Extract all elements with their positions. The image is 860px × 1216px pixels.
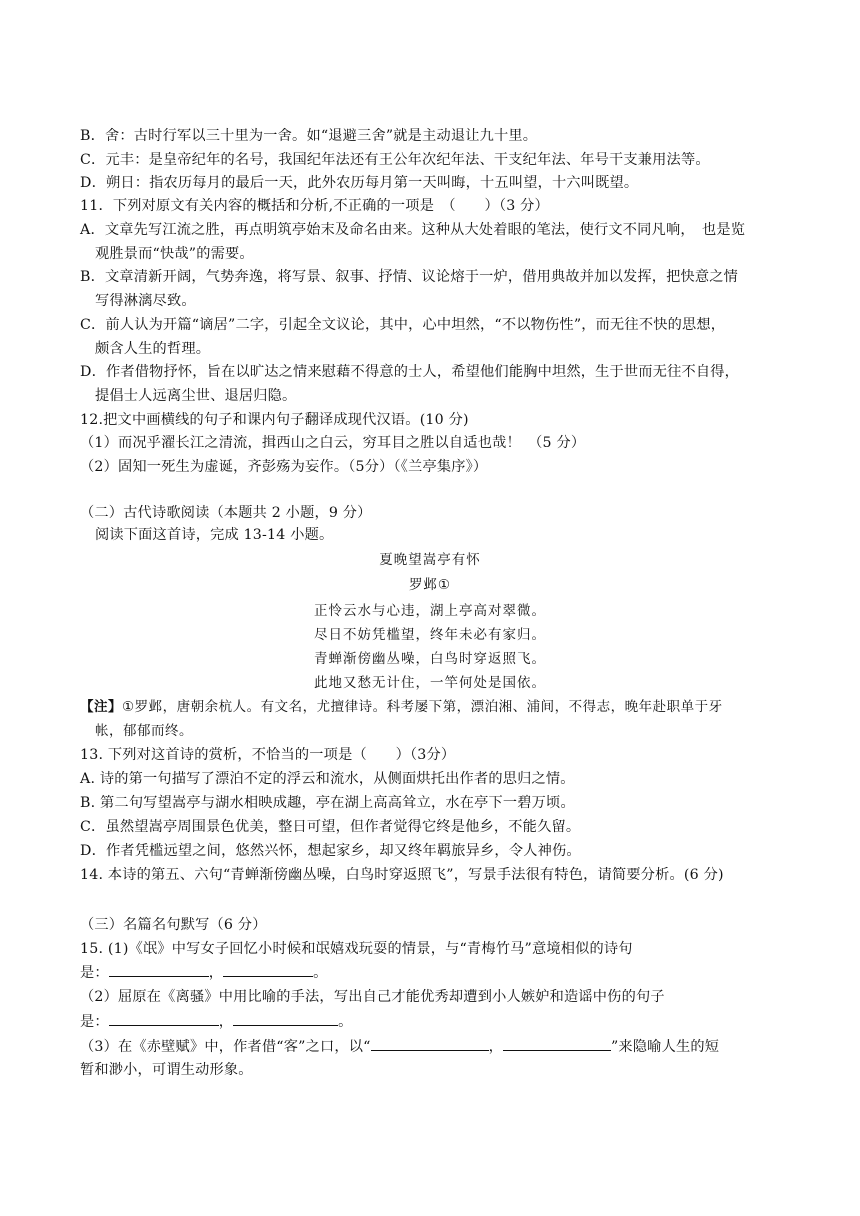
q10-option-b: B．舍：古时行军以三十里为一舍。如“退避三舍”就是主动退让九十里。: [80, 128, 538, 144]
q12-sentence-1: （1）而况乎濯长江之清流，揖西山之白云，穷耳目之胜以自适也哉！ （5 分）: [80, 435, 586, 451]
answer-blank-2[interactable]: [223, 962, 313, 977]
q15-sentence-3-prompt: [80, 1036, 719, 1057]
answer-blank-3[interactable]: [109, 1011, 219, 1026]
q11-option-a-line2: 观胜景而“快哉”的需要。: [95, 246, 254, 262]
q11-option-c-line1: C．前人认为开篇“谪居”二字，引起全文议论，其中，心中坦然，“不以物伤性”，而无往不快的思想，: [80, 317, 726, 333]
comma: ，: [218, 1014, 234, 1030]
poem-line-2: 尽日不妨凭槛望，终年未必有家归。: [314, 627, 546, 643]
poem-line-1: 正怜云水与心违，湖上亭高对翠微。: [314, 603, 546, 619]
poem-line-4: 此地又愁无计住，一竿何处是国依。: [314, 675, 546, 691]
q13-option-b: B. 第二句写望嵩亭与湖水相映成趣，亭在湖上高高耸立，水在亭下一碧万顷。: [80, 795, 575, 811]
q15-sentence-1-prompt: 15. (1)《氓》中写女子回忆小时候和氓嬉戏玩耍的情景，与“青梅竹马”意境相似的诗句: [80, 941, 633, 957]
poem-title: 夏晚望嵩亭有怀: [379, 552, 481, 568]
q11-option-b-line1: B．文章清新开阔，气势奔逸，将写景、叙事、抒情、议论熔于一炉，借用典故并加以发挥，把快意之情: [80, 269, 739, 285]
comma: ，: [488, 1039, 503, 1055]
poem-note-line2: 帐，郁郁而终。: [95, 723, 193, 739]
answer-prefix: 是：: [80, 965, 109, 981]
answer-blank-4[interactable]: [233, 1011, 338, 1026]
q13-option-d: D．作者凭槛远望之间，悠然兴怀，想起家乡，却又终年羁旅异乡，令人神伤。: [80, 843, 581, 859]
q13-option-a: A. 诗的第一句描写了漂泊不定的浮云和流水，从侧面烘托出作者的思归之情。: [80, 771, 575, 787]
q15-sentence-3-continuation: 暂和渺小，可谓生动形象。: [80, 1062, 253, 1078]
q11-option-d-line2: 提倡士人远离尘世、退居归隐。: [95, 388, 297, 404]
answer-blank-6[interactable]: [503, 1036, 611, 1051]
period: 。: [313, 965, 328, 981]
q11-option-a-line1: A．文章先写江流之胜，再点明筑亭始末及命名由来。这种从大处着眼的笔法，使行文不同凡响， 也是览: [80, 222, 746, 238]
q15-sentence-1-answer-line: [80, 962, 328, 983]
q12-stem: 12.把文中画横线的句子和课内句子翻译成现代汉语。(10 分): [80, 412, 469, 428]
section-3-heading: （三）名篇名句默写（6 分）: [80, 917, 267, 933]
q11-stem: 11．下列对原文有关内容的概括和分析,不正确的一项是 （ ）（3 分）: [80, 198, 549, 214]
note-tag: 【注】: [80, 699, 122, 715]
poem-author: 罗邺①: [408, 577, 452, 593]
section-2-heading: （二）古代诗歌阅读（本题共 2 小题，9 分）: [80, 505, 372, 521]
answer-blank-1[interactable]: [109, 962, 209, 977]
q10-option-d: D．朔日：指农历每月的最后一天，此外农历每月第一天叫晦，十五叫望，十六叫既望。: [80, 175, 639, 191]
q11-option-c-line2: 颇含人生的哲理。: [95, 341, 211, 357]
prompt-start: （3）在《赤壁赋》中，作者借“客”之口，以“: [80, 1039, 371, 1055]
q14-stem: 14. 本诗的第五、六句“青蝉渐傍幽丛噪，白鸟时穿返照飞”，写景手法很有特色，请简要分析。(6 分): [80, 867, 724, 883]
section-2-instruction: 阅读下面这首诗，完成 13-14 小题。: [95, 527, 334, 543]
q13-option-c: C．虽然望嵩亭周围景色优美，整日可望，但作者觉得它终是他乡，不能久留。: [80, 819, 581, 835]
comma: ，: [208, 965, 224, 981]
q11-option-b-line2: 写得淋漓尽致。: [95, 293, 196, 309]
q10-option-c: C．元丰：是皇帝纪年的名号，我国纪年法还有王公年次纪年法、干支纪年法、年号干支兼用法等。: [80, 152, 710, 168]
q11-option-d-line1: D．作者借物抒怀，旨在以旷达之情来慰藉不得意的士人，希望他们能胸中坦然，生于世而无往不自得，: [80, 364, 740, 380]
note-text: ①罗邺，唐朝余杭人。有文名，尤擅律诗。科考屡下第，漂泊湘、浦间，不得志，晚年赴职单于牙: [122, 699, 723, 715]
q12-sentence-2: （2）固知一死生为虚诞，齐彭殇为妄作。（5分）（《兰亭集序》）: [80, 459, 488, 475]
poem-note-line1: [80, 697, 723, 717]
prompt-end: ”来隐喻人生的短: [610, 1039, 720, 1055]
answer-blank-5[interactable]: [371, 1036, 489, 1051]
poem-line-3: 青蝉渐傍幽丛噪，白鸟时穿返照飞。: [314, 651, 546, 667]
period: 。: [338, 1014, 353, 1030]
q13-stem: 13. 下列对这首诗的赏析，不恰当的一项是（ ）（3分）: [80, 747, 456, 763]
q15-sentence-2-answer-line: [80, 1011, 353, 1032]
q15-sentence-2-prompt: （2）屈原在《离骚》中用比喻的手法，写出自己才能优秀却遭到小人嫉妒和造谣中伤的句子: [80, 989, 665, 1005]
answer-prefix: 是：: [80, 1014, 109, 1030]
